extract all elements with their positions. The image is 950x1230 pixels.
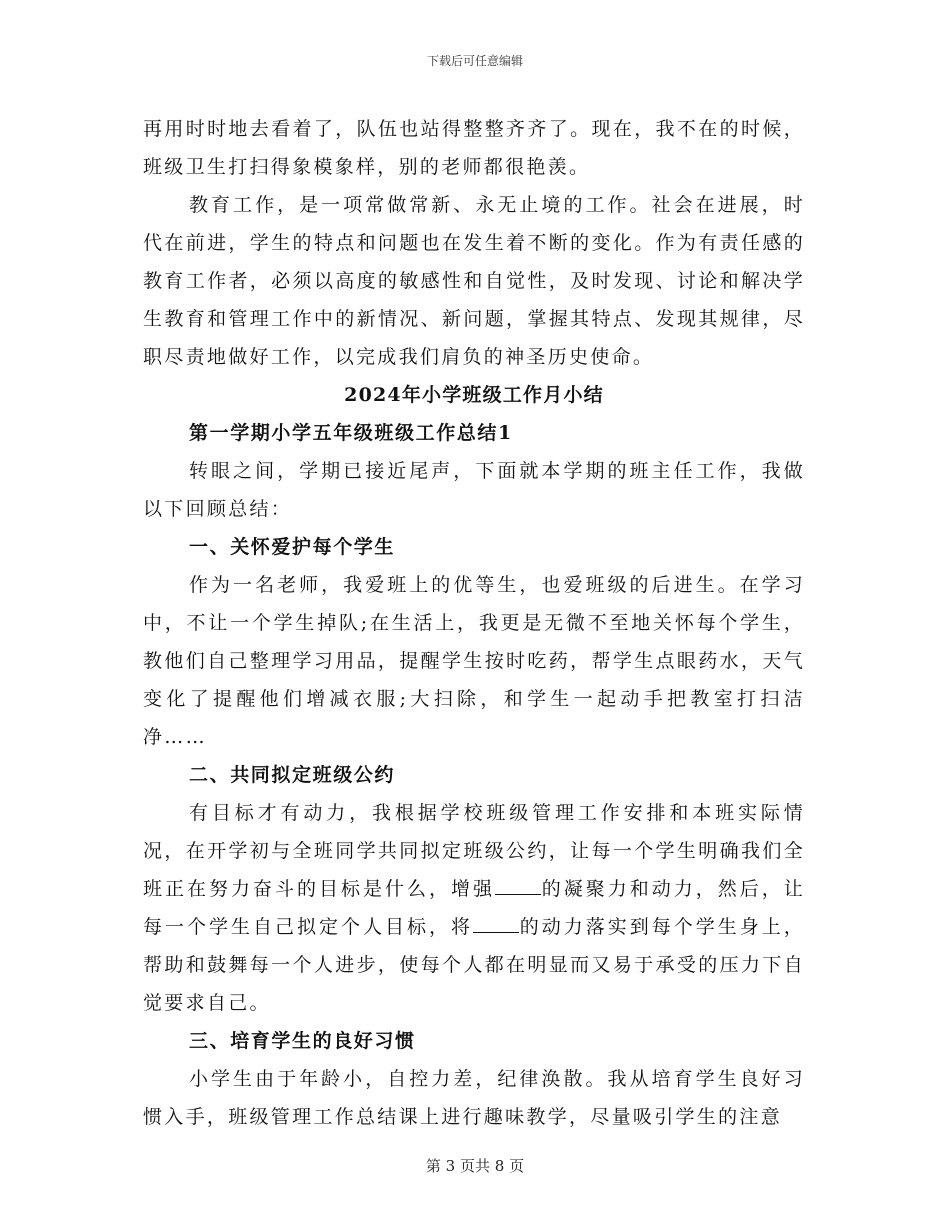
paragraph-segment: 的凝聚力和动力，然后，让每一个学生自己拟定个人目标，将	[143, 878, 805, 938]
page-header: 下载后可任意编辑	[426, 54, 523, 68]
paragraph-continuation: 再用时时地去看着了，队伍也站得整整齐齐了。现在，我不在的时候，班级卫生打扫得象模象样，别的老师都很艳羡。	[143, 118, 805, 178]
document-body	[143, 110, 805, 1136]
blank-underline	[495, 874, 541, 895]
section-subtitle: 第一学期小学五年级班级工作总结1	[189, 422, 513, 444]
heading-care-students: 一、关怀爱护每个学生	[189, 536, 396, 558]
paragraph-segment: 的动力落实到每个学生身上，帮助和鼓舞每一个人进步，使每个人都在明显而又易于承受的压力下自觉要求自己。	[143, 916, 805, 1014]
paragraph-care-students: 作为一名老师，我爱班上的优等生，也爱班级的后进生。在学习中，不让一个学生掉队;在生活上，我更是无微不至地关怀每个学生，教他们自己整理学习用品，提醒学生按时吃药，帮学生点眼药水，天气变化了提醒他们增减衣服;大扫除，和学生一起动手把教室打扫洁净……	[143, 574, 805, 748]
blank-underline	[473, 912, 519, 933]
paragraph-good-habits: 小学生由于年龄小，自控力差，纪律涣散。我从培育学生良好习惯入手，班级管理工作总结课上进行趣味教学，尽量吸引学生的注意	[143, 1068, 805, 1128]
paragraph-class-convention	[143, 794, 805, 1022]
heading-class-convention: 二、共同拟定班级公约	[189, 764, 396, 786]
document-title: 2024年小学班级工作月小结	[344, 384, 604, 406]
heading-good-habits: 三、培育学生的良好习惯	[189, 1030, 416, 1052]
page-number: 第 3 页共 8 页	[425, 1157, 525, 1175]
paragraph-education-work: 教育工作，是一项常做常新、永无止境的工作。社会在进展，时代在前进，学生的特点和问题也在发生着不断的变化。作为有责任感的教育工作者，必须以高度的敏感性和自觉性，及时发现、讨论和解决学生教育和管理工作中的新情况、新问题，掌握其特点、发现其规律，尽职尽责地做好工作，以完成我们肩负的神圣历史使命。	[143, 194, 805, 368]
paragraph-segment: 有目标才有动力，我根据学校班级管理工作安排和本班实际情况，在开学初与全班同学共同拟定班级公约，让每一个学生明确我们全班正在努力奋斗的目标是什么，增强	[143, 802, 805, 900]
paragraph-intro: 转眼之间，学期已接近尾声，下面就本学期的班主任工作，我做以下回顾总结：	[143, 460, 805, 520]
